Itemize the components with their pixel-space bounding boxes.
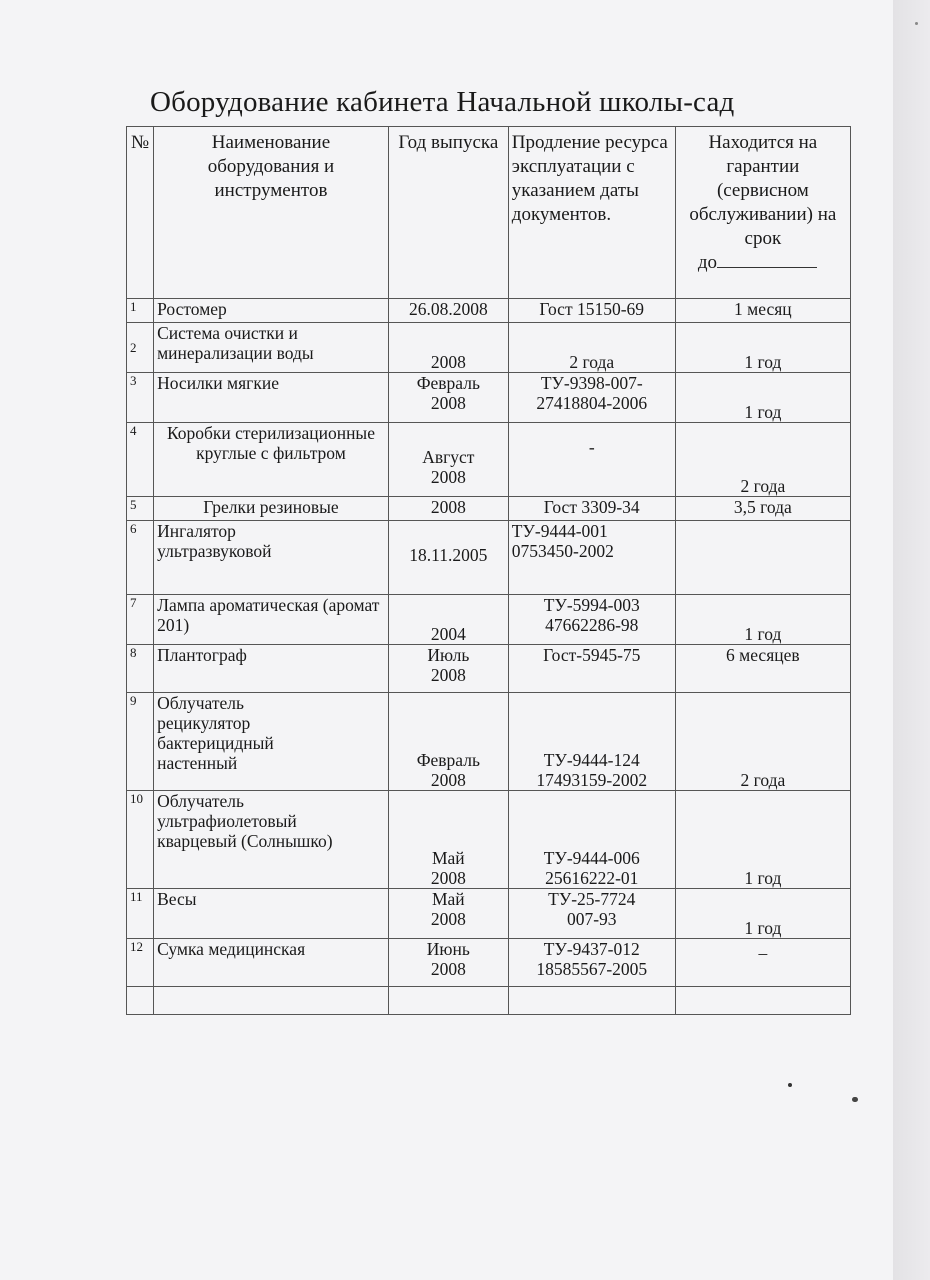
header-warranty-text: Находится на гарантии (сервисном обслуживании) на срок — [689, 132, 837, 249]
row-num: 11 — [127, 889, 154, 939]
table-row — [127, 521, 851, 595]
row-name-text: Облучатель рецикулятор бактерицидный настенный — [157, 693, 274, 773]
row-name-text: Ингалятор ультразвуковой — [157, 521, 272, 561]
header-name: Наименование оборудования и инструментов — [154, 127, 389, 299]
row-extension — [508, 791, 675, 889]
table-row — [127, 791, 851, 889]
row-extension-text: ТУ-25-7724 007-93 — [548, 889, 636, 929]
row-year: 2008 — [388, 323, 508, 373]
row-year — [388, 889, 508, 939]
row-year-text: Февраль 2008 — [416, 373, 480, 413]
row-year-text: Май 2008 — [430, 889, 466, 929]
row-num: 3 — [127, 373, 154, 423]
scan-speck — [788, 1083, 792, 1087]
row-extension: Гост-5945-75 — [508, 645, 675, 693]
row-name: Носилки мягкие — [154, 373, 389, 423]
row-extension-text: ТУ-9444-124 17493159-2002 — [536, 750, 648, 790]
row-year-text: Июнь 2008 — [426, 939, 470, 979]
table-row — [127, 693, 851, 791]
row-year — [388, 693, 508, 791]
row-year-text: Февраль 2008 — [416, 750, 480, 790]
row-extension: ТУ-9398-007-27418804-2006 — [508, 373, 675, 423]
row-name: Система очистки и минерализации воды — [154, 323, 389, 373]
header-num: № — [127, 127, 154, 299]
table-row — [127, 645, 851, 693]
row-extension: - — [508, 423, 675, 497]
row-year-text: Август 2008 — [422, 447, 475, 487]
row-name: Лампа ароматическая (аромат 201) — [154, 595, 389, 645]
row-name: Ростомер — [154, 299, 389, 323]
table-row — [127, 423, 851, 497]
row-warranty: – — [675, 939, 850, 987]
row-name — [154, 521, 389, 595]
row-extension: 2 года — [508, 323, 675, 373]
scan-background — [893, 0, 930, 1280]
row-num: 9 — [127, 693, 154, 791]
row-warranty: 3,5 года — [675, 497, 850, 521]
row-warranty: 2 года — [675, 693, 850, 791]
row-num: 8 — [127, 645, 154, 693]
row-name: Плантограф — [154, 645, 389, 693]
row-extension — [508, 889, 675, 939]
row-name — [154, 791, 389, 889]
row-year: 18.11.2005 — [388, 521, 508, 595]
row-warranty: 1 год — [675, 595, 850, 645]
row-num: 4 — [127, 423, 154, 497]
row-warranty: 1 год — [675, 889, 850, 939]
row-extension — [508, 693, 675, 791]
header-extension: Продление ресурса эксплуатации с указанием даты документов. — [508, 127, 675, 299]
row-extension-text: ТУ-9444-001 0753450-2002 — [511, 521, 614, 561]
table-row — [127, 939, 851, 987]
table-row — [127, 299, 851, 323]
row-warranty: 2 года — [675, 423, 850, 497]
table-row-empty — [127, 987, 851, 1015]
empty-cell — [154, 987, 389, 1015]
header-warranty-until: до — [697, 252, 718, 273]
scan-speck — [915, 22, 918, 25]
warranty-blank-line — [717, 251, 817, 268]
row-num: 7 — [127, 595, 154, 645]
row-year-text: Июль 2008 — [427, 645, 470, 685]
header-year: Год выпуска — [388, 127, 508, 299]
row-year-text: Май 2008 — [430, 848, 466, 888]
row-name: Весы — [154, 889, 389, 939]
row-warranty: 1 год — [675, 323, 850, 373]
table-row — [127, 595, 851, 645]
row-year — [388, 373, 508, 423]
row-num: 10 — [127, 791, 154, 889]
row-num: 1 — [127, 299, 154, 323]
row-warranty: 1 год — [675, 791, 850, 889]
row-warranty: 1 месяц — [675, 299, 850, 323]
empty-cell — [508, 987, 675, 1015]
table-row — [127, 373, 851, 423]
row-year — [388, 939, 508, 987]
row-name: Сумка медицинская — [154, 939, 389, 987]
row-year — [388, 791, 508, 889]
empty-cell — [127, 987, 154, 1015]
equipment-table — [126, 126, 851, 1015]
row-year: 26.08.2008 — [388, 299, 508, 323]
row-extension — [508, 521, 675, 595]
row-num: 6 — [127, 521, 154, 595]
row-name: Грелки резиновые — [154, 497, 389, 521]
row-warranty: 1 год — [675, 373, 850, 423]
empty-cell — [388, 987, 508, 1015]
row-name: Коробки стерилизационные круглые с фильтром — [154, 423, 389, 497]
table-row — [127, 889, 851, 939]
row-warranty: 6 месяцев — [675, 645, 850, 693]
document-title: Оборудование кабинета Начальной школы-сад — [150, 86, 735, 118]
row-warranty — [675, 521, 850, 595]
row-year — [388, 645, 508, 693]
header-warranty — [675, 127, 850, 299]
row-num: 2 — [127, 323, 154, 373]
row-year: 2008 — [388, 497, 508, 521]
row-extension-text: ТУ-9437-012 18585567-2005 — [536, 939, 648, 979]
row-year: 2004 — [388, 595, 508, 645]
row-year — [388, 423, 508, 497]
row-num: 5 — [127, 497, 154, 521]
empty-cell — [675, 987, 850, 1015]
table-header-row — [127, 127, 851, 299]
row-name-text: Облучатель ультрафиолетовый кварцевый (Солнышко) — [157, 791, 333, 851]
scan-speck — [852, 1097, 858, 1102]
row-name — [154, 693, 389, 791]
row-extension: Гост 15150-69 — [508, 299, 675, 323]
row-extension-text: ТУ-5994-003 47662286-98 — [543, 595, 640, 635]
row-num: 12 — [127, 939, 154, 987]
row-extension — [508, 595, 675, 645]
table-row — [127, 323, 851, 373]
row-extension-text: ТУ-9444-006 25616222-01 — [543, 848, 640, 888]
row-extension — [508, 939, 675, 987]
row-extension: Гост 3309-34 — [508, 497, 675, 521]
table-row — [127, 497, 851, 521]
